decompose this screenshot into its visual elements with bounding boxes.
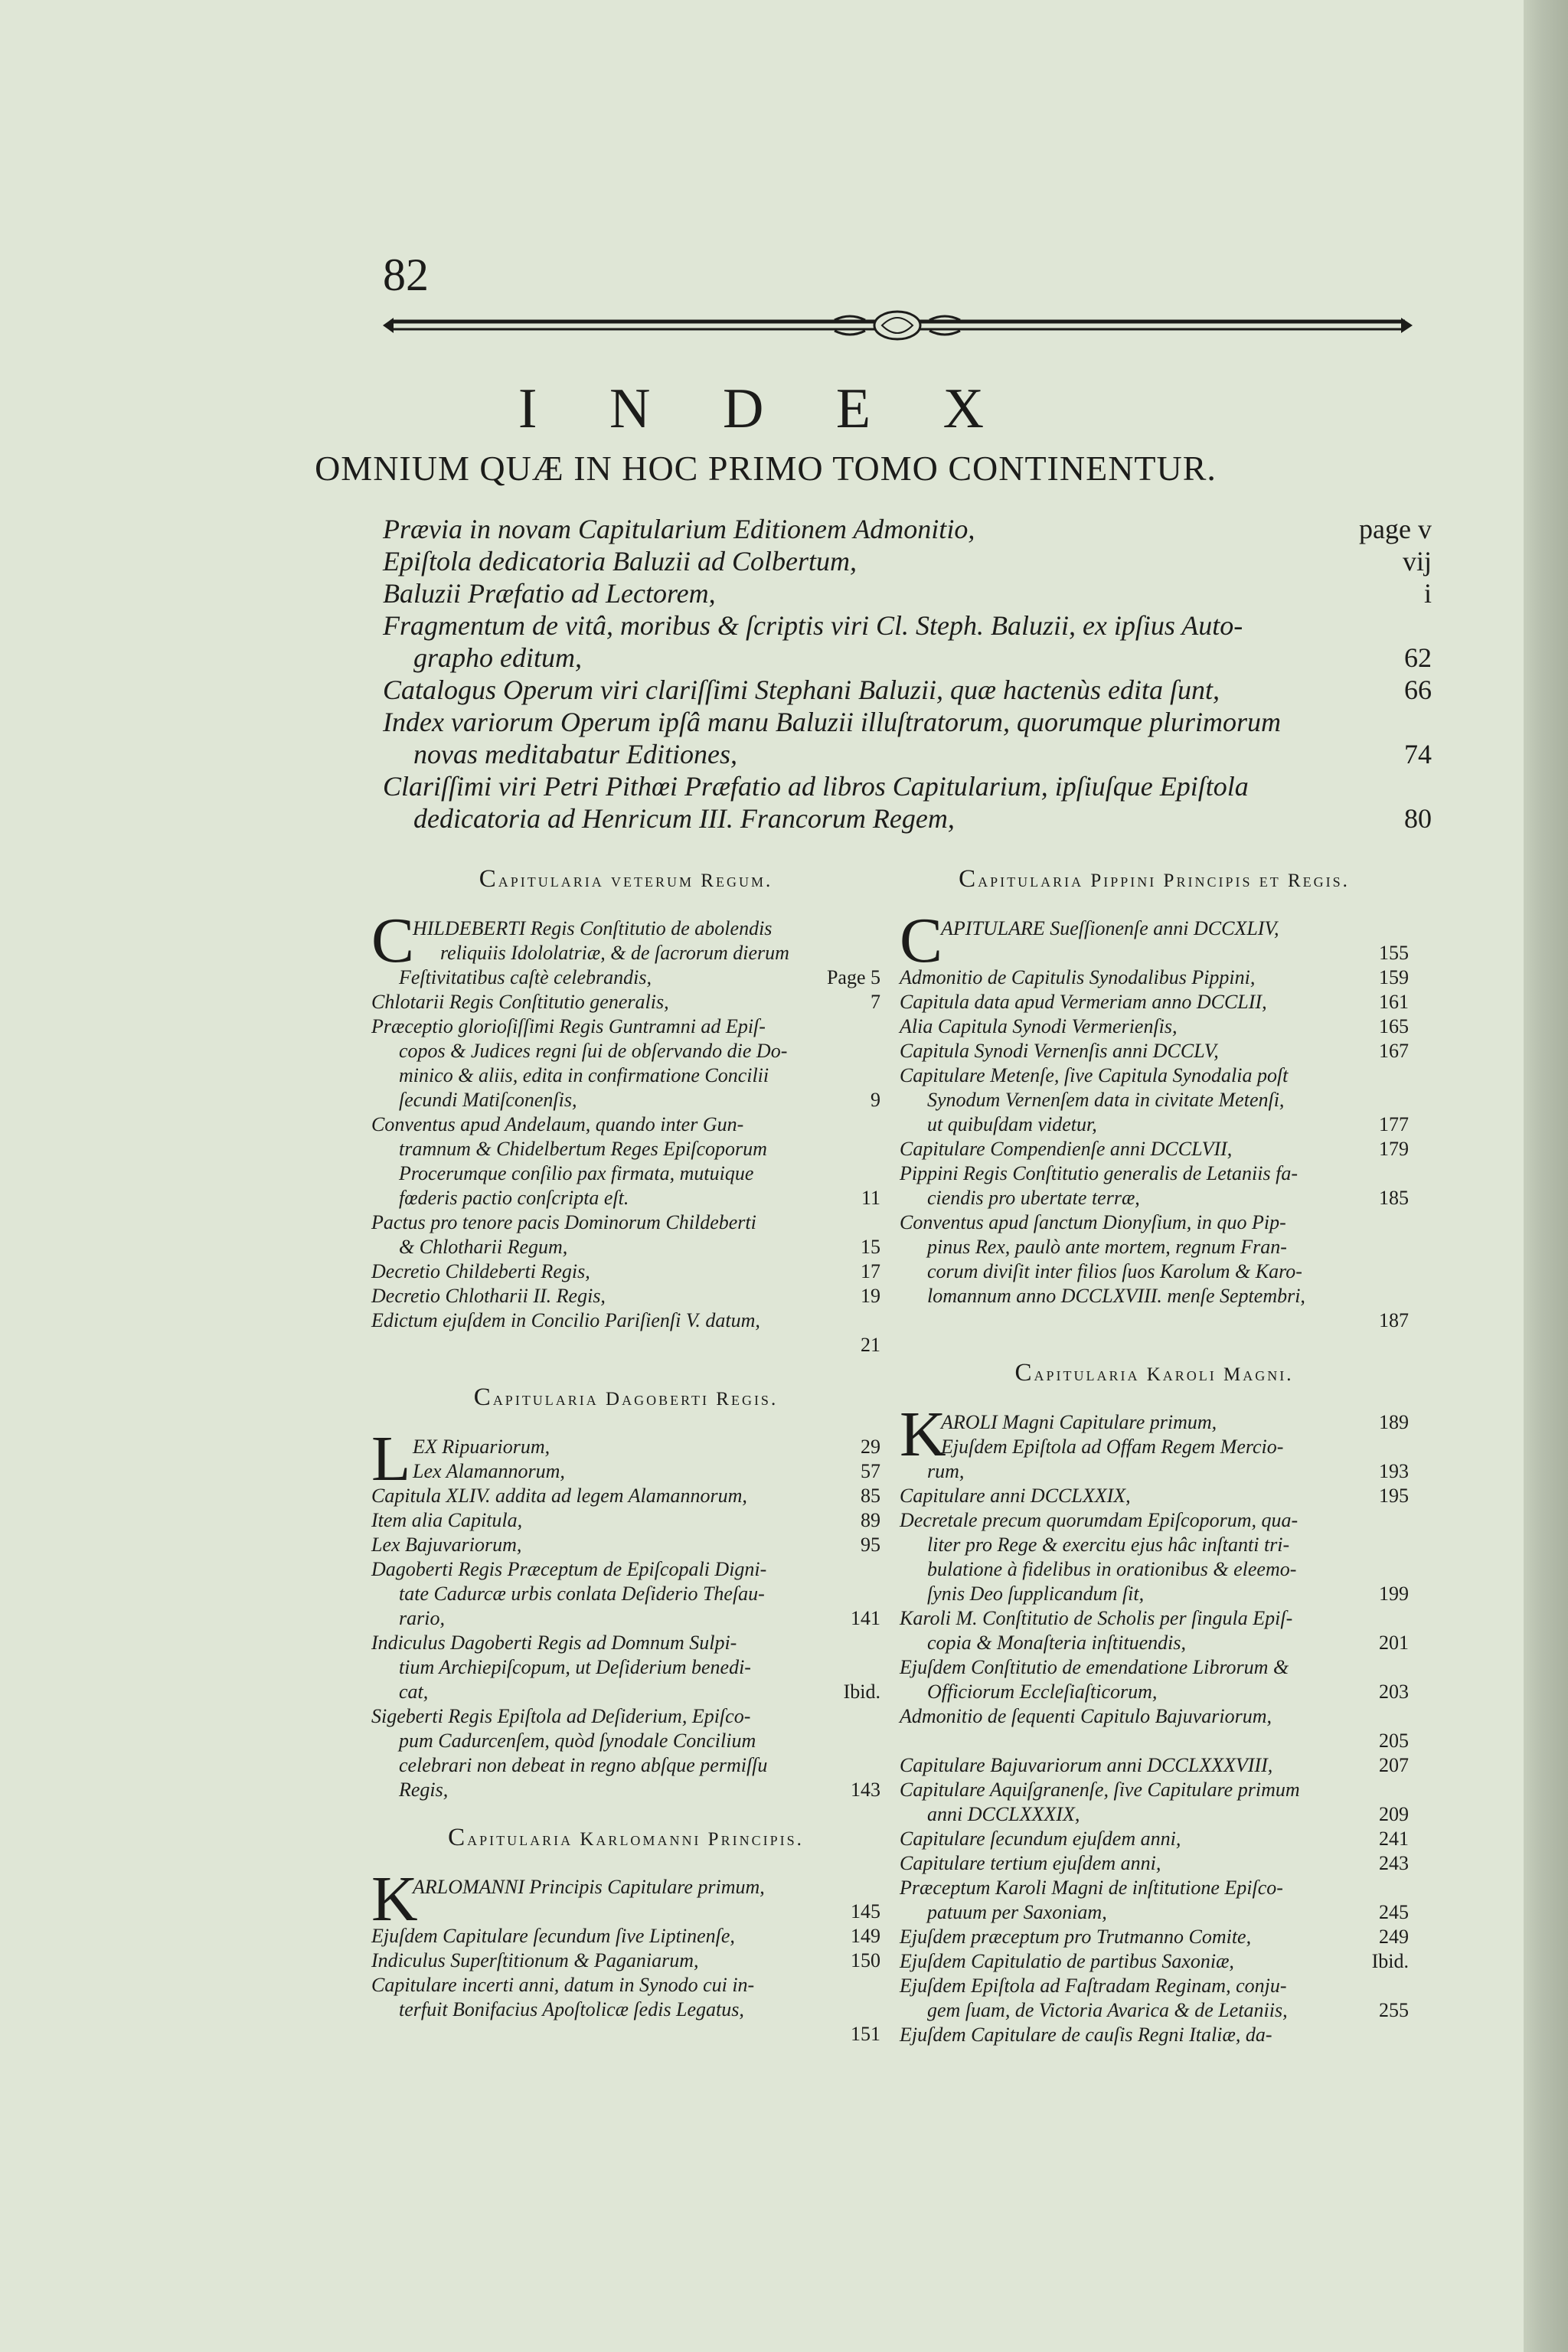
index-entry (413, 1459, 880, 1484)
entry-title: Decretale precum quorumdam Epiſcoporum, qua- (900, 1509, 1298, 1531)
entry-title: Admonitio de Capitulis Synodalibus Pippini, (900, 966, 1256, 988)
heading-text: apitularia Karlomanni Principis. (467, 1829, 804, 1850)
entry-title: Item alia Capitula, (371, 1509, 523, 1531)
index-entry (900, 1606, 1409, 1631)
index-entry (900, 1753, 1409, 1778)
entry-page: 255 (1379, 1999, 1409, 2021)
index-entry (371, 1778, 880, 1802)
index-entry (941, 916, 1409, 941)
index-entry (900, 1161, 1409, 1186)
entry-page: 193 (1379, 1460, 1409, 1482)
entry-title: Indiculus Superſtitionum & Paganiarum, (371, 1949, 699, 1971)
index-entry (900, 1802, 1409, 1827)
index-entry (900, 1557, 1409, 1582)
index-entry (900, 1112, 1409, 1137)
entry-title: Conventus apud ſanctum Dionyſium, in quo Pip- (900, 1211, 1286, 1233)
entry-page: 159 (1379, 966, 1409, 988)
index-entry (371, 1284, 880, 1308)
index-entry (413, 941, 880, 965)
index-entry (371, 1161, 880, 1186)
entry-page: 149 (851, 1925, 880, 1947)
index-entry (371, 1606, 880, 1631)
index-entry (413, 916, 880, 941)
entry-title: rario, (399, 1607, 445, 1629)
intro-entry (383, 577, 1432, 609)
entry-page: 209 (1379, 1803, 1409, 1825)
index-entry (900, 990, 1409, 1014)
index-entry (900, 1039, 1409, 1063)
entry-title: EX Ripuariorum, (413, 1436, 550, 1458)
entry-title: Epiſtola dedicatoria Baluzii ad Colbertum, (383, 546, 857, 577)
entry-title: Ejuſdem Conſtitutio de emendatione Librorum & (900, 1656, 1289, 1678)
entry-title: Capitulare tertium ejuſdem anni, (900, 1852, 1161, 1874)
entry-page: 74 (1404, 739, 1432, 769)
left-column (371, 865, 880, 2047)
heading-initial: C (479, 865, 498, 893)
entry-title: Capitulare incerti anni, datum in Synodo cui in- (371, 1974, 755, 1996)
index-entry (900, 1508, 1409, 1533)
entry-page: 19 (861, 1285, 880, 1307)
index-entry (371, 1998, 880, 2022)
index-entry (371, 1333, 880, 1357)
drop-cap-block (900, 1399, 1409, 1470)
index-entry (371, 1484, 880, 1508)
heading-initial: C (448, 1824, 468, 1851)
intro-entry (383, 642, 1432, 674)
index-entry (900, 1186, 1409, 1210)
entry-title: Lex Alamannorum, (413, 1460, 565, 1482)
entry-page: 17 (861, 1260, 880, 1282)
index-entry (371, 1259, 880, 1284)
entry-title: Edictum ejuſdem in Concilio Pariſienſi V. datum, (371, 1309, 760, 1331)
intro-entry (383, 706, 1432, 738)
drop-cap-letter: K (900, 1399, 946, 1470)
index-entry (371, 1655, 880, 1680)
heading-initial: C (1014, 1359, 1034, 1387)
index-entry (900, 1459, 1409, 1484)
index-entry (371, 1508, 880, 1533)
index-entry (413, 1875, 880, 1900)
entry-title: novas meditabatur Editiones, (413, 739, 737, 769)
drop-cap-lines (413, 1435, 880, 1484)
index-entry (371, 1014, 880, 1039)
section-heading (900, 1359, 1409, 1387)
entry-title: Index variorum Operum ipſâ manu Baluzii illuſtratorum, quorumque plurimorum (383, 707, 1281, 737)
index-entry (413, 1900, 880, 1924)
entry-title: Alia Capitula Synodi Vermerienſis, (900, 1015, 1178, 1037)
entry-title: anni DCCLXXXIX, (927, 1803, 1080, 1825)
entry-page: 141 (851, 1607, 880, 1629)
section-gap (371, 1357, 880, 1383)
index-entry (371, 2022, 880, 2047)
entry-page: 179 (1379, 1138, 1409, 1160)
index-entry (900, 1900, 1409, 1925)
index-entry (371, 1210, 880, 1235)
index-entry (900, 1484, 1409, 1508)
index-entry (941, 1410, 1409, 1435)
entry-page: 245 (1379, 1901, 1409, 1923)
drop-cap-letter: C (371, 905, 415, 976)
entry-title: & Chlotharii Regum, (399, 1236, 568, 1258)
entry-title: tate Cadurcæ urbis conlata Deſiderio Theſau- (399, 1583, 765, 1605)
index-entry (371, 1704, 880, 1729)
entry-title: Procerumque conſilio pax firmata, mutuique (399, 1162, 754, 1184)
index-subtitle: OMNIUM QUÆ IN HOC PRIMO TOMO CONTINENTUR. (315, 449, 1217, 488)
drop-cap-lines (413, 916, 880, 965)
index-entry (371, 1235, 880, 1259)
index-entry (900, 1088, 1409, 1112)
entry-page: 187 (1379, 1309, 1409, 1331)
index-entry (900, 1778, 1409, 1802)
entry-page: 207 (1379, 1754, 1409, 1776)
entry-page: 189 (1379, 1411, 1409, 1433)
drop-cap-letter: C (900, 905, 943, 976)
index-entry (371, 1186, 880, 1210)
index-entry (941, 1435, 1409, 1459)
intro-entry (383, 609, 1432, 642)
index-entry (413, 1435, 880, 1459)
index-entry (371, 1308, 880, 1333)
entry-page: 80 (1404, 803, 1432, 834)
entry-title: Clariſſimi viri Petri Pithœi Præfatio ad libros Capitularium, ipſiuſque Epiſtola (383, 771, 1249, 802)
entry-title: ARLOMANNI Principis Capitulare primum, (413, 1876, 765, 1898)
entry-page: Ibid. (1371, 1950, 1409, 1972)
index-entry (371, 1063, 880, 1088)
entry-page: 199 (1379, 1583, 1409, 1605)
entry-page: 203 (1379, 1681, 1409, 1703)
drop-cap-block (371, 1423, 880, 1494)
entry-title: patuum per Saxoniam, (927, 1901, 1107, 1923)
entry-title: gem ſuam, de Victoria Avarica & de Letaniis, (927, 1999, 1288, 2021)
entry-title: corum diviſit inter filios ſuos Karolum & Karo- (927, 1260, 1302, 1282)
index-entry (371, 1631, 880, 1655)
entry-page: 151 (851, 2023, 880, 2045)
book-spine (1524, 0, 1568, 2352)
entry-title: ciendis pro ubertate terræ, (927, 1187, 1140, 1209)
entry-page: 95 (861, 1534, 880, 1556)
drop-cap-letter: K (371, 1864, 418, 1935)
entry-page: page v (1359, 514, 1432, 544)
index-entry (900, 1284, 1409, 1308)
entry-title: Synodum Vernenſem data in civitate Metenſi, (927, 1089, 1285, 1111)
entry-page: 29 (861, 1436, 880, 1458)
entry-title: Pippini Regis Conſtitutio generalis de Letaniis fa- (900, 1162, 1298, 1184)
entry-page: 21 (861, 1334, 880, 1356)
intro-entry (383, 545, 1432, 577)
entry-page: 167 (1379, 1040, 1409, 1062)
index-entry (900, 1014, 1409, 1039)
entry-page: 241 (1379, 1828, 1409, 1850)
entry-title: Capitula XLIV. addita ad legem Alamannorum, (371, 1485, 747, 1507)
drop-cap-letter: L (371, 1423, 411, 1494)
index-entry (371, 1039, 880, 1063)
entry-page: 155 (1379, 942, 1409, 964)
entry-title: Admonitio de ſequenti Capitulo Bajuvariorum, (900, 1705, 1272, 1727)
entry-title: grapho editum, (413, 642, 582, 673)
entry-page: 145 (851, 1900, 880, 1922)
entry-title: reliquiis Idololatriæ, & de ſacrorum dierum (440, 942, 789, 964)
entry-title: ſecundi Matiſconenſis, (399, 1089, 577, 1111)
entry-title: Capitulare Compendienſe anni DCCLVII, (900, 1138, 1233, 1160)
entry-title: cat, (399, 1681, 429, 1703)
index-entry (371, 1949, 880, 1973)
entry-title: Ejuſdem Epiſtola ad Offam Regem Mercio- (941, 1436, 1284, 1458)
index-entry (900, 1259, 1409, 1284)
entry-page: 165 (1379, 1015, 1409, 1037)
entry-title: HILDEBERTI Regis Conſtitutio de abolendis (413, 917, 773, 939)
entry-page: 201 (1379, 1632, 1409, 1654)
index-entry (900, 1925, 1409, 1949)
entry-title: Ejuſdem Capitulatio de partibus Saxoniæ, (900, 1950, 1234, 1972)
entry-page: 66 (1404, 675, 1432, 705)
entry-title: dedicatoria ad Henricum III. Francorum Regem, (413, 803, 955, 834)
entry-title: Capitulare Aquiſgranenſe, ſive Capitulare primum (900, 1779, 1300, 1801)
entry-page: 89 (861, 1509, 880, 1531)
entry-title: Præceptio glorioſiſſimi Regis Guntramni ad Epiſ- (371, 1015, 766, 1037)
index-entry (900, 1235, 1409, 1259)
index-entry (900, 1974, 1409, 1998)
index-entry (900, 1729, 1409, 1753)
entry-title: rum, (927, 1460, 965, 1482)
entry-title: tramnum & Chidelbertum Reges Epiſcoporum (399, 1138, 767, 1160)
heading-text: apitularia Dagoberti Regis. (492, 1389, 779, 1410)
index-entry (371, 1088, 880, 1112)
entry-title: Catalogus Operum viri clariſſimi Stephani Baluzii, quæ hactenùs edita ſunt, (383, 675, 1220, 705)
entry-title: lomannum anno DCCLXVIII. menſe Septembri, (927, 1285, 1305, 1307)
index-entry (371, 1557, 880, 1582)
entry-title: Decretio Chlotharii II. Regis, (371, 1285, 606, 1307)
entry-title: Sigeberti Regis Epiſtola ad Deſiderium, Epiſco- (371, 1705, 751, 1727)
index-entry (900, 1308, 1409, 1333)
drop-cap-lines (413, 1875, 880, 1924)
index-entry (371, 1753, 880, 1778)
entry-title: Ejuſdem Capitulare ſecundum ſive Liptinenſe, (371, 1925, 735, 1947)
entry-page: 15 (861, 1236, 880, 1258)
entry-title: fœderis pactio conſcripta eſt. (399, 1187, 629, 1209)
entry-title: minico & aliis, edita in confirmatione Concilii (399, 1064, 769, 1086)
intro-entry (383, 770, 1432, 802)
entry-title: terfuit Bonifacius Apoſtolicæ ſedis Legatus, (399, 1998, 744, 2020)
entry-page: 205 (1379, 1730, 1409, 1752)
entry-title: Præceptum Karoli Magni de inſtitutione Epiſco- (900, 1877, 1283, 1899)
index-entry (371, 990, 880, 1014)
page-number: 82 (383, 250, 429, 300)
entry-title: tium Archiepiſcopum, ut Deſiderium benedi- (399, 1656, 751, 1678)
drop-cap-lines (941, 1410, 1409, 1459)
entry-title: Capitulare Metenſe, ſive Capitula Synodalia poſt (900, 1064, 1289, 1086)
index-entry (371, 1680, 880, 1704)
index-entry (900, 1949, 1409, 1974)
heading-initial: C (473, 1383, 493, 1411)
entry-page: i (1423, 578, 1432, 609)
index-entry (900, 1851, 1409, 1876)
heading-text: apitularia veterum Regum. (498, 871, 773, 891)
entry-title: AROLI Magni Capitulare primum, (941, 1411, 1217, 1433)
entry-title: copos & Judices regni ſui de obſervando die Do- (399, 1040, 788, 1062)
entry-page: 150 (851, 1949, 880, 1971)
entry-title: Fragmentum de vitâ, moribus & ſcriptis viri Cl. Steph. Baluzii, ex ipſius Auto- (383, 610, 1243, 641)
index-entry (900, 1063, 1409, 1088)
drop-cap-block (371, 1864, 880, 1935)
entry-title: Lex Bajuvariorum, (371, 1534, 522, 1556)
entry-title: Baluzii Præfatio ad Lectorem, (383, 578, 716, 609)
index-entry (900, 965, 1409, 990)
entry-title: Prævia in novam Capitularium Editionem Admonitio, (383, 514, 975, 544)
index-entry (941, 941, 1409, 965)
entry-title: Officiorum Eccleſiaſticorum, (927, 1681, 1158, 1703)
entry-title: Pactus pro tenore pacis Dominorum Childeberti (371, 1211, 756, 1233)
index-entry (371, 1973, 880, 1998)
entry-title: Dagoberti Regis Præceptum de Epiſcopali Digni- (371, 1558, 767, 1580)
entry-page: 57 (861, 1460, 880, 1482)
index-entry (900, 1827, 1409, 1851)
index-entry (900, 1582, 1409, 1606)
index-entry (900, 2023, 1409, 2047)
entry-title: Conventus apud Andelaum, quando inter Gun- (371, 1113, 744, 1135)
intro-entry (383, 674, 1432, 706)
section-heading (371, 865, 880, 893)
index-entry (900, 1533, 1409, 1557)
entry-title: Capitulare Bajuvariorum anni DCCLXXXVIII, (900, 1754, 1273, 1776)
entry-page: 249 (1379, 1926, 1409, 1948)
intro-list (383, 513, 1432, 835)
index-entry (371, 1582, 880, 1606)
entry-title: liter pro Rege & exercitu ejus hâc inſtanti tri- (927, 1534, 1290, 1556)
entry-page: 143 (851, 1779, 880, 1801)
section-heading (900, 865, 1409, 893)
index-entry (900, 1631, 1409, 1655)
index-entry (900, 1704, 1409, 1729)
drop-cap-block (371, 905, 880, 976)
section-heading (371, 1383, 880, 1412)
index-entry (900, 1210, 1409, 1235)
entry-title: APITULARE Sueſſionenſe anni DCCXLIV, (941, 917, 1279, 939)
entry-page: 177 (1379, 1113, 1409, 1135)
entry-title: ſynis Deo ſupplicandum ſit, (927, 1583, 1145, 1605)
entry-page: 161 (1379, 991, 1409, 1013)
entry-page: 185 (1379, 1187, 1409, 1209)
index-entry (371, 1137, 880, 1161)
right-column (900, 865, 1409, 2047)
index-entry (371, 965, 880, 990)
entry-title: ut quibuſdam videtur, (927, 1113, 1097, 1135)
section-gap (371, 1802, 880, 1824)
entry-page: vij (1402, 546, 1432, 577)
intro-entry (383, 513, 1432, 545)
intro-entry (383, 738, 1432, 770)
entry-page: 7 (871, 991, 880, 1013)
ornamental-rule (383, 306, 1413, 345)
index-entry (900, 1655, 1409, 1680)
entry-title: Chlotarii Regis Conſtitutio generalis, (371, 991, 669, 1013)
entry-title: Decretio Childeberti Regis, (371, 1260, 590, 1282)
entry-title: Capitula Synodi Vernenſis anni DCCLV, (900, 1040, 1219, 1062)
entry-page: 195 (1379, 1485, 1409, 1507)
drop-cap-lines (941, 916, 1409, 965)
entry-page: 11 (861, 1187, 880, 1209)
heading-text: apitularia Pippini Principis et Regis. (978, 871, 1350, 891)
entry-title: pinus Rex, paulò ante mortem, regnum Fran- (927, 1236, 1287, 1258)
entry-title: Feſtivitatibus caſtè celebrandis, (399, 966, 652, 988)
heading-initial: C (959, 865, 978, 893)
entry-title: Indiculus Dagoberti Regis ad Domnum Sulpi- (371, 1632, 737, 1654)
entry-title: Capitulare ſecundum ejuſdem anni, (900, 1828, 1181, 1850)
entry-title: Capitula data apud Vermeriam anno DCCLII, (900, 991, 1267, 1013)
entry-title: pum Cadurcenſem, quòd ſynodale Concilium (399, 1730, 756, 1752)
entry-page: 62 (1404, 642, 1432, 673)
index-entry (900, 1137, 1409, 1161)
section-heading (371, 1824, 880, 1852)
intro-entry (383, 802, 1432, 835)
entry-page: 9 (871, 1089, 880, 1111)
entry-title: bulatione à fidelibus in orationibus & eleemo- (927, 1558, 1297, 1580)
entry-title: Ejuſdem Epiſtola ad Faſtradam Reginam, conju- (900, 1975, 1287, 1997)
entry-page: 243 (1379, 1852, 1409, 1874)
entry-title: Ejuſdem Capitulare de cauſis Regni Italiæ, da- (900, 2024, 1272, 2046)
index-entry (371, 1533, 880, 1557)
entry-page: Page 5 (826, 966, 880, 988)
index-entry (900, 1998, 1409, 2023)
entry-page: Ibid. (843, 1681, 880, 1703)
index-entry (371, 1924, 880, 1949)
drop-cap-block (900, 905, 1409, 976)
entry-title: Capitulare anni DCCLXXIX, (900, 1485, 1131, 1507)
heading-text: apitularia Karoli Magni. (1034, 1364, 1294, 1385)
section-gap (900, 1333, 1409, 1359)
index-entry (900, 1680, 1409, 1704)
entry-title: Karoli M. Conſtitutio de Scholis per ſingula Epiſ- (900, 1607, 1293, 1629)
index-entry (900, 1876, 1409, 1900)
entry-title: Regis, (399, 1779, 449, 1801)
index-entry (371, 1112, 880, 1137)
entry-title: copia & Monaſteria inſtituendis, (927, 1632, 1186, 1654)
entry-title: Ejuſdem præceptum pro Trutmanno Comite, (900, 1926, 1252, 1948)
entry-page: 85 (861, 1485, 880, 1507)
index-title: I N D E X (518, 377, 1014, 440)
index-entry (371, 1729, 880, 1753)
entry-title: celebrari non debeat in regno abſque permiſſu (399, 1754, 768, 1776)
